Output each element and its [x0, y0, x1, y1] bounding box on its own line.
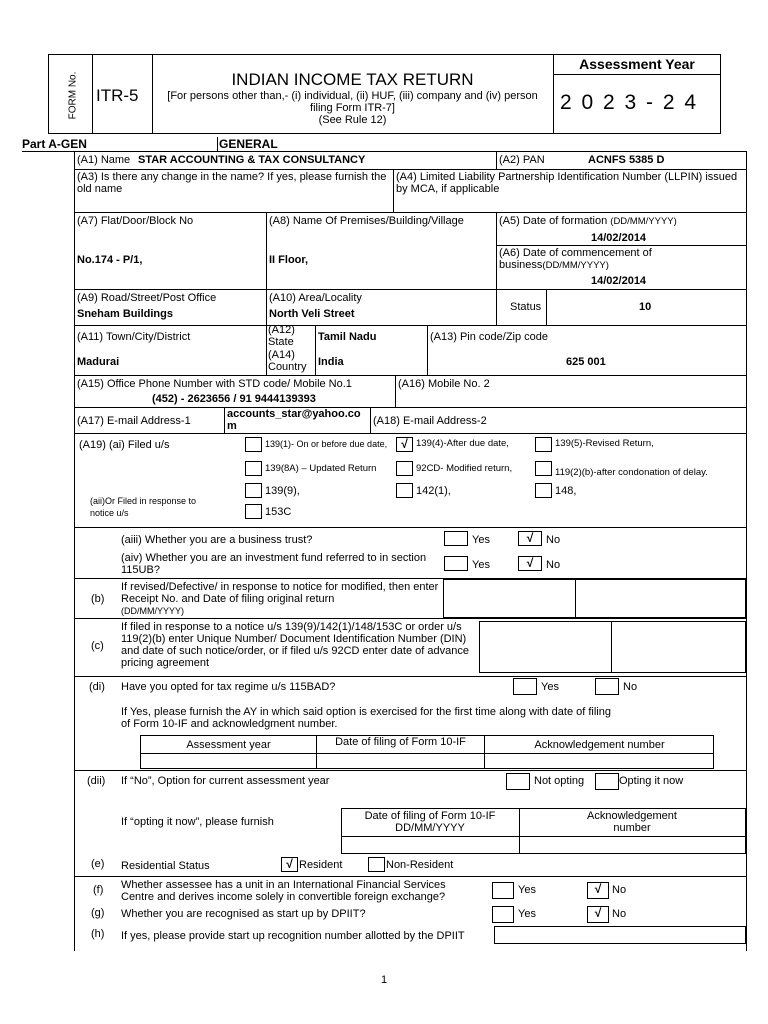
opt-139-5-label: 139(5)-Revised Return, [555, 438, 654, 449]
a6-value[interactable]: 14/02/2014 [591, 275, 647, 287]
not-opting-label: Not opting [534, 775, 585, 787]
f-yes-label: Yes [518, 884, 536, 896]
checkbox-142-1[interactable] [396, 483, 413, 498]
di-note: If Yes, please furnish the AY in which said option is exercised for the first time along with date of filing of Form 10-IF and acknowledgment number. [121, 706, 611, 730]
a6-label-text: (A6) Date of commencement of business [499, 247, 652, 271]
a13-label: (A13) Pin code/Zip code [430, 331, 549, 343]
aiii-yes-checkbox[interactable] [444, 531, 468, 546]
form-subtitle: [For persons other than,- (i) individual, (ii) HUF, (iii) company and (iv) person filing Form ITR-7] [167, 90, 538, 114]
opting-col-date: Date of filing of Form 10-IF DD/MM/YYYY [364, 810, 496, 834]
g-tag: (g) [91, 907, 105, 919]
opting-furnish-label: If “opting it now”, please furnish [121, 816, 274, 828]
di-col-ack: Acknowledgement number [534, 739, 665, 751]
aiii-question: (aiii) Whether you are a business trust? [121, 534, 313, 546]
opting-col-ack: Acknowledgement number [587, 810, 677, 834]
c-date-input[interactable] [611, 621, 746, 673]
di-yes-checkbox[interactable] [513, 678, 537, 695]
a2-value[interactable]: ACNFS 5385 D [588, 154, 665, 166]
a2-label: (A2) PAN [499, 154, 545, 166]
aiv-yes-checkbox[interactable] [444, 556, 468, 571]
a14-label: (A14) Country [268, 349, 307, 373]
a19-label: (A19) (ai) Filed u/s [79, 439, 170, 451]
dii-question: If “No”, Option for current assessment year [121, 775, 330, 787]
a12-label: (A12) State [268, 324, 295, 348]
checkbox-139-8a[interactable] [245, 461, 262, 476]
a6-format: (DD/MM/YYYY) [542, 260, 609, 271]
non-resident-label: Non-Resident [386, 859, 454, 871]
assessment-year-label: Assessment Year [579, 56, 695, 72]
checkbox-139-9[interactable] [245, 483, 262, 498]
checkbox-139-5[interactable] [535, 437, 552, 452]
a3-label: (A3) Is there any change in the name? If yes, please furnish the old name [77, 171, 387, 195]
a15-value[interactable]: (452) - 2623656 / 91 9444139393 [152, 393, 316, 405]
aiii-no-label: No [546, 534, 561, 546]
aiii-yes-label: Yes [472, 534, 490, 546]
aiv-question: (aiv) Whether you are an investment fund referred to in section 115UB? [121, 552, 427, 576]
f-yes-checkbox[interactable] [492, 882, 514, 899]
opt-139-1-label: 139(1)- On or before due date, [265, 439, 388, 449]
a5-label-text: (A5) Date of formation [499, 215, 608, 227]
resident-label: Resident [299, 859, 343, 871]
a10-value[interactable]: North Veli Street [269, 308, 355, 320]
opt-153c-label: 153C [265, 506, 292, 518]
di-col-ay: Assessment year [186, 739, 271, 751]
di-yes-label: Yes [541, 681, 559, 693]
a12-value[interactable]: Tamil Nadu [318, 331, 377, 343]
a7-value[interactable]: No.174 - P/1, [77, 254, 143, 266]
aiv-no-checkbox[interactable]: √ [518, 556, 542, 571]
di-col-date: Date of filing of Form 10-IF [335, 736, 466, 748]
di-no-label: No [623, 681, 638, 693]
a8-value[interactable]: II Floor, [269, 254, 309, 266]
b-date-input[interactable] [575, 579, 746, 618]
a14-value[interactable]: India [318, 356, 344, 368]
a1-label: (A1) Name [77, 154, 131, 166]
a7-label: (A7) Flat/Door/Block No [77, 215, 194, 227]
b-format: (DD/MM/YYYY) [121, 606, 184, 616]
aiv-no-label: No [546, 559, 561, 571]
f-no-checkbox[interactable]: √ [587, 882, 609, 899]
not-opting-checkbox[interactable] [506, 773, 530, 790]
c-tag: (c) [91, 640, 104, 652]
part-label: Part A-GEN [22, 137, 87, 151]
g-no-label: No [612, 908, 627, 920]
page-number: 1 [380, 974, 388, 986]
a17-value[interactable]: accounts_star@yahoo.com [227, 408, 361, 432]
opt-139-9-label: 139(9), [265, 485, 300, 497]
opt-139-4-label: 139(4)-After due date, [416, 438, 509, 449]
checkbox-92cd[interactable] [396, 461, 413, 476]
a13-value[interactable]: 625 001 [566, 356, 606, 368]
form-no-label: FORM No. [67, 71, 79, 120]
opting-now-label: Opting it now [619, 775, 684, 787]
h-tag: (h) [91, 928, 105, 940]
a9-label: (A9) Road/Street/Post Office [77, 292, 217, 304]
resident-checkbox[interactable]: √ [281, 857, 298, 872]
opt-148-label: 148, [555, 485, 577, 497]
aii-label: (aii)Or Filed in response to notice u/s [90, 496, 197, 518]
dii-tag: (dii) [87, 775, 106, 787]
opt-119-label: 119(2)(b)-after condonation of delay. [555, 467, 708, 478]
di-no-checkbox[interactable] [595, 678, 619, 695]
di-tag: (di) [89, 681, 105, 693]
g-no-checkbox[interactable]: √ [587, 906, 609, 923]
a15-label: (A15) Office Phone Number with STD code/ Mobile No.1 [77, 378, 352, 390]
status-value[interactable]: 10 [639, 301, 652, 313]
part-title: GENERAL [219, 137, 278, 151]
b-tag: (b) [91, 593, 105, 605]
a1-value[interactable]: STAR ACCOUNTING & TAX CONSULTANCY [138, 154, 366, 166]
a6-label [499, 247, 699, 272]
b-question: If revised/Defective/ in response to notice for modified, then enter Receipt No. and Date of filing original return [121, 581, 439, 605]
f-question: Whether assessee has a unit in an International Financial Services Centre and derives income solely in convertible foreign exchange? [121, 879, 446, 903]
a17-label: (A17) E-mail Address-1 [77, 415, 191, 427]
e-tag: (e) [91, 858, 105, 870]
g-yes-checkbox[interactable] [492, 906, 514, 923]
a11-value[interactable]: Madurai [77, 356, 120, 368]
aiv-yes-label: Yes [472, 559, 490, 571]
a10-label: (A10) Area/Locality [269, 292, 362, 304]
checkbox-139-1[interactable] [245, 437, 262, 452]
form-code: ITR-5 [96, 86, 139, 105]
opt-142-1-label: 142(1), [416, 485, 451, 497]
f-tag: (f) [93, 884, 104, 896]
status-label: Status [510, 301, 542, 313]
form-rule: (See Rule 12) [318, 114, 387, 126]
f-no-label: No [612, 884, 627, 896]
opt-92cd-label: 92CD- Modified return, [416, 463, 513, 474]
a4-label: (A4) Limited Liability Partnership Identification Number (LLPIN) issued by MCA, if applicable [396, 171, 738, 195]
form-title: INDIAN INCOME TAX RETURN [231, 70, 474, 89]
checkbox-148[interactable] [535, 483, 552, 498]
h-question: If yes, please provide start up recognition number allotted by the DPIIT [121, 930, 465, 942]
e-question: Residential Status [121, 860, 210, 872]
a5-value[interactable]: 14/02/2014 [591, 232, 647, 244]
assessment-year-value: 2 0 2 3 - 2 4 [560, 91, 699, 114]
a11-label: (A11) Town/City/District [77, 331, 191, 343]
aiii-no-checkbox[interactable]: √ [518, 531, 542, 546]
g-yes-label: Yes [518, 908, 536, 920]
a18-label: (A18) E-mail Address-2 [373, 415, 487, 427]
a8-label: (A8) Name Of Premises/Building/Village [269, 215, 464, 227]
di-question: Have you opted for tax regime u/s 115BAD? [121, 681, 336, 693]
a5-label [499, 215, 677, 227]
checkbox-153c[interactable] [245, 504, 262, 519]
checkbox-139-4[interactable]: √ [396, 437, 413, 452]
b-receipt-input[interactable] [443, 579, 576, 618]
a9-value[interactable]: Sneham Buildings [77, 308, 173, 320]
h-startup-number-input[interactable] [494, 926, 746, 944]
opt-139-8a-label: 139(8A) – Updated Return [265, 463, 377, 474]
g-question: Whether you are recognised as start up by DPIIT? [121, 908, 366, 920]
c-question: If filed in response to a notice u/s 139(9)/142(1)/148/153C or order u/s 119(2)(b) enter Unique Number/ Document Identification Number (DIN) and date of such notice/order, or if filed u/s 92CD enter date of advance pricing agreement [121, 621, 469, 669]
a5-format: (DD/MM/YYYY) [610, 216, 677, 227]
c-din-input[interactable] [479, 621, 612, 673]
opting-now-checkbox[interactable] [595, 773, 619, 790]
non-resident-checkbox[interactable] [368, 857, 385, 872]
a16-label: (A16) Mobile No. 2 [398, 378, 490, 390]
checkbox-119[interactable] [535, 461, 552, 476]
